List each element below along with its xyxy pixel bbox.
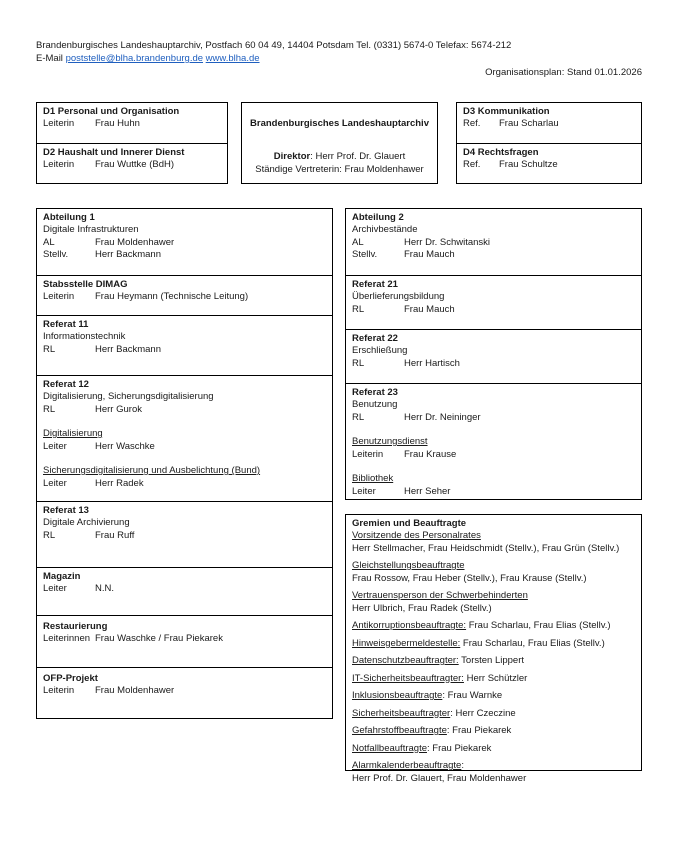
- ofp-name: Frau Moldenhawer: [95, 685, 175, 696]
- ref23-section: [346, 383, 641, 502]
- ref12-title: Referat 12: [43, 379, 89, 390]
- personalrat-label: Vorsitzende des Personalrates: [352, 530, 481, 541]
- ref21-section: [346, 275, 641, 330]
- restaurierung-title: Restaurierung: [43, 621, 108, 632]
- ref12-sub1-label: Digitalisierung: [43, 428, 103, 439]
- magazin-title: Magazin: [43, 571, 81, 582]
- ref11-name: Herr Backmann: [95, 343, 161, 355]
- gremien-box: [345, 514, 642, 784]
- dimag-role: Leiterin: [43, 291, 75, 302]
- gefahrstoff-label: Gefahrstoffbeauftragte: [352, 725, 447, 736]
- abt2-stellv-role: Stellv.: [352, 249, 378, 260]
- ref13-subtitle: Digitale Archivierung: [43, 517, 130, 528]
- ref11-title: Referat 11: [43, 319, 89, 330]
- d2-role: Leiterin: [43, 159, 75, 170]
- ref11-subtitle: Informationstechnik: [43, 331, 126, 342]
- email-link[interactable]: poststelle@blha.brandenburg.de: [65, 53, 204, 64]
- gremien-title: Gremien und Beauftragte: [352, 518, 467, 529]
- abt2-al-name: Herr Dr. Schwitanski: [404, 236, 491, 248]
- ref12-sub1-name: Herr Waschke: [95, 440, 155, 452]
- ref23-sub2-label: Bibliothek: [352, 473, 394, 484]
- address-line: Brandenburgisches Landeshauptarchiv, Postfach 60 04 49, 14404 Potsdam Tel. (0331) 5674-0 Telefax: 5674-212: [36, 40, 512, 51]
- personalrat-names: Herr Stellmacher, Frau Heidschmidt (Stellv.), Frau Grün (Stellv.): [352, 542, 620, 554]
- ref23-sub2-name: Herr Seher: [404, 485, 451, 497]
- abt2-stellv-name: Frau Mauch: [404, 249, 455, 260]
- dimag-name: Frau Heymann (Technische Leitung): [95, 291, 249, 302]
- contact-line: [36, 53, 260, 66]
- ref22-section: [346, 329, 641, 384]
- ref11-role: RL: [43, 343, 56, 355]
- alarmkalender-names: Herr Prof. Dr. Glauert, Frau Moldenhawer: [352, 772, 527, 784]
- schwerbehinderten-names: Herr Ulbrich, Frau Radek (Stellv.): [352, 602, 492, 614]
- hinweisgeber-names: Frau Scharlau, Frau Elias (Stellv.): [460, 637, 605, 649]
- ref23-sub1-role: Leiterin: [352, 448, 384, 460]
- magazin-role: Leiter: [43, 583, 67, 594]
- director-name: : Herr Prof. Dr. Glauert: [310, 151, 406, 162]
- d3-section: [457, 103, 641, 143]
- hinweisgeber-label: Hinweisgebermeldestelle:: [352, 637, 461, 649]
- gleichstellung-label: Gleichstellungsbeauftragte: [352, 560, 465, 571]
- d3-name: Frau Scharlau: [499, 118, 559, 129]
- it-sicherheit-names: Herr Schützler: [463, 672, 528, 684]
- ref22-name: Herr Hartisch: [404, 357, 460, 369]
- director-box: [241, 102, 438, 184]
- gefahrstoff-names: : Frau Piekarek: [446, 725, 512, 736]
- d1-role: Leiterin: [43, 118, 75, 129]
- d2-title: D2 Haushalt und Innerer Dienst: [43, 147, 185, 158]
- dimag-title: Stabsstelle DIMAG: [43, 279, 128, 290]
- direct-units-left: [36, 102, 228, 184]
- alarmkalender-label: Alarmkalenderbeauftragte: [352, 760, 462, 771]
- notfall-names: : Frau Piekarek: [427, 742, 492, 754]
- ref22-role: RL: [352, 357, 365, 369]
- it-sicherheit-label: IT-Sicherheitsbeauftragter:: [352, 672, 464, 684]
- stand-date: Organisationsplan: Stand 01.01.2026: [485, 67, 642, 78]
- ref11-section: [37, 315, 332, 376]
- d4-section: [457, 143, 641, 186]
- ref21-name: Frau Mauch: [404, 303, 455, 315]
- ref23-role: RL: [352, 411, 365, 423]
- abt1-al-name: Frau Moldenhawer: [95, 236, 175, 248]
- d2-name: Frau Wuttke (BdH): [95, 159, 175, 170]
- antikorruption-label: Antikorruptionsbeauftragte:: [352, 620, 467, 631]
- notfall-label: Notfallbeauftragte: [352, 742, 427, 754]
- ref12-sub2-label: Sicherungsdigitalisierung und Ausbelichtung (Bund): [43, 465, 261, 476]
- inklusion-label: Inklusionsbeauftragte: [352, 690, 443, 701]
- ref23-name: Herr Dr. Neininger: [404, 411, 481, 423]
- ref23-subtitle: Benutzung: [352, 399, 398, 410]
- email-prefix: E-Mail: [36, 53, 63, 64]
- d4-name: Frau Schultze: [499, 159, 558, 170]
- ref13-section: [37, 501, 332, 568]
- ref12-name: Herr Gurok: [95, 403, 142, 415]
- deputy-line: Ständige Vertreterin: Frau Moldenhawer: [255, 163, 424, 175]
- dimag-section: [37, 275, 332, 316]
- ref23-sub1-label: Benutzungsdienst: [352, 436, 428, 447]
- abt1-head: [37, 209, 332, 275]
- d1-title: D1 Personal und Organisation: [43, 106, 180, 117]
- d3-title: D3 Kommunikation: [463, 106, 550, 117]
- antikorruption-names: Frau Scharlau, Frau Elias (Stellv.): [466, 620, 611, 631]
- ref12-section: [37, 375, 332, 502]
- abt1-al-role: AL: [43, 236, 55, 248]
- restaurierung-role: Leiterinnen: [43, 633, 91, 644]
- restaurierung-section: [37, 615, 332, 668]
- d2-section: [37, 143, 227, 186]
- archive-name: Brandenburgisches Landeshauptarchiv: [250, 118, 429, 129]
- ref12-role: RL: [43, 403, 56, 415]
- alarmkalender-colon: :: [461, 760, 464, 771]
- direct-units-right: [456, 102, 642, 184]
- abteilung-2-box: [345, 208, 642, 500]
- abt2-subtitle: Archivbestände: [352, 224, 418, 235]
- sicherheit-names: : Herr Czeczine: [450, 707, 516, 719]
- datenschutz-names: Torsten Lippert: [458, 655, 524, 666]
- abt2-al-role: AL: [352, 236, 364, 248]
- director-line: [242, 151, 437, 164]
- d1-name: Frau Huhn: [95, 118, 140, 129]
- d3-role: Ref.: [463, 118, 481, 129]
- magazin-name: N.N.: [95, 583, 114, 594]
- ref12-subtitle: Digitalisierung, Sicherungsdigitalisierung: [43, 391, 214, 402]
- director-label: Direktor: [273, 151, 311, 162]
- d4-role: Ref.: [463, 159, 481, 170]
- sicherheit-label: Sicherheitsbeauftragter: [352, 707, 451, 719]
- abt2-head: [346, 209, 641, 275]
- abt1-stellv-role: Stellv.: [43, 249, 69, 260]
- abt2-title: Abteilung 2: [352, 212, 404, 223]
- ref21-subtitle: Überlieferungsbildung: [352, 291, 445, 302]
- d4-title: D4 Rechtsfragen: [463, 147, 539, 158]
- ref12-sub2-name: Herr Radek: [95, 477, 144, 489]
- gleichstellung-names: Frau Rossow, Frau Heber (Stellv.), Frau Krause (Stellv.): [352, 572, 587, 584]
- ref21-role: RL: [352, 303, 365, 315]
- magazin-section: [37, 567, 332, 616]
- d1-section: [37, 103, 227, 143]
- inklusion-names: : Frau Warnke: [442, 690, 503, 701]
- abteilung-1-box: [36, 208, 333, 719]
- ofp-title: OFP-Projekt: [43, 673, 98, 684]
- ref23-title: Referat 23: [352, 387, 398, 398]
- ref13-title: Referat 13: [43, 505, 89, 516]
- ref22-title: Referat 22: [352, 333, 398, 344]
- ref23-sub1-name: Frau Krause: [404, 448, 457, 460]
- abt1-stellv-name: Herr Backmann: [95, 249, 161, 260]
- ref21-title: Referat 21: [352, 279, 398, 290]
- restaurierung-name: Frau Waschke / Frau Piekarek: [95, 633, 223, 644]
- datenschutz-label: Datenschutzbeauftragter:: [352, 655, 459, 666]
- abt1-title: Abteilung 1: [43, 212, 95, 223]
- ref12-sub1-role: Leiter: [43, 440, 67, 452]
- ofp-role: Leiterin: [43, 685, 75, 696]
- ref13-role: RL: [43, 529, 56, 541]
- abt1-subtitle: Digitale Infrastrukturen: [43, 224, 139, 235]
- ref12-sub2-role: Leiter: [43, 477, 67, 489]
- ofp-section: [37, 667, 332, 721]
- director-title-section: [242, 103, 437, 143]
- ref22-subtitle: Erschließung: [352, 345, 408, 356]
- web-link[interactable]: www.blha.de: [205, 53, 260, 64]
- schwerbehinderten-label: Vertrauensperson der Schwerbehinderten: [352, 590, 528, 601]
- ref13-name: Frau Ruff: [95, 529, 135, 541]
- ref23-sub2-role: Leiter: [352, 485, 376, 497]
